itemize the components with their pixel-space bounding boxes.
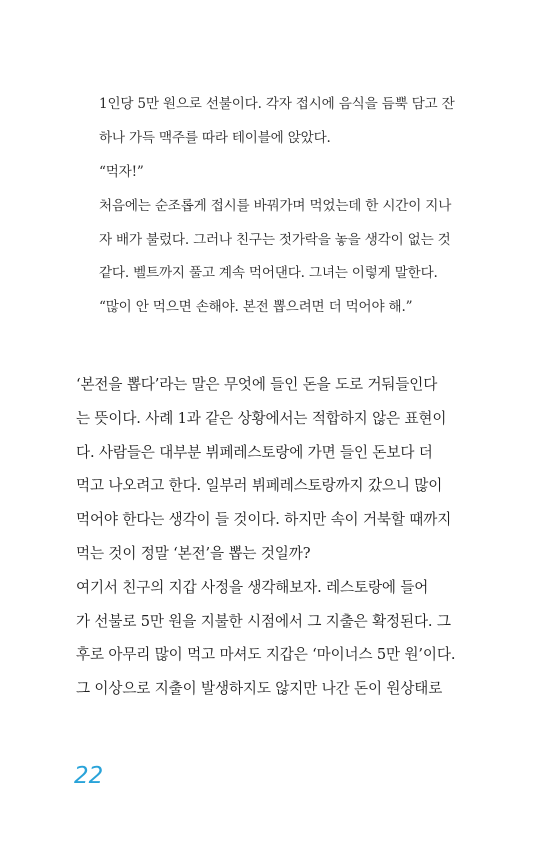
quote-line: 1인당 5만 원으로 선불이다. 각자 접시에 음식을 듬뿍 담고 잔 [99,96,455,112]
quote-line: 같다. 벨트까지 풀고 계속 먹어댄다. 그녀는 이렇게 말한다. [99,265,438,282]
body-text-block [76,368,476,706]
example-quote-block [99,88,479,325]
body-line: 다. 사람들은 대부분 뷔페레스토랑에 가면 들인 돈보다 더 [76,443,433,461]
quote-line: “많이 안 먹으면 손해야. 본전 뽑으려면 더 먹어야 해.” [99,299,413,316]
quote-line: 자 배가 불렀다. 그러나 친구는 젓가락을 놓을 생각이 없는 것 [99,231,451,248]
quote-line: 하나 가득 맥주를 따라 테이블에 앉았다. [99,129,331,146]
body-line: 후로 아무리 많이 먹고 마셔도 지갑은 ‘마이너스 5만 원’이다. [76,646,456,664]
quote-line: “먹자!” [99,163,144,180]
body-line: 그 이상으로 지출이 발생하지도 않지만 나간 돈이 원상태로 [76,680,443,698]
body-line: 먹어야 한다는 생각이 들 것이다. 하지만 속이 거북할 때까지 [76,511,452,529]
page-number: 22 [74,763,104,789]
body-line: 먹는 것이 정말 ‘본전’을 뽑는 것일까? [76,544,311,562]
body-line: 먹고 나오려고 한다. 일부러 뷔페레스토랑까지 갔으니 많이 [76,477,443,495]
body-line: 는 뜻이다. 사례 1과 같은 상황에서는 적합하지 않은 표현이 [76,409,447,427]
body-line: 가 선불로 5만 원을 지불한 시점에서 그 지출은 확정된다. 그 [76,612,451,630]
body-line: ‘본전을 뽑다’라는 말은 무엇에 들인 돈을 도로 거둬들인다 [76,376,438,393]
quote-line: 처음에는 순조롭게 접시를 바꿔가며 먹었는데 한 시간이 지나 [99,197,452,214]
body-line: 여기서 친구의 지갑 사정을 생각해보자. 레스토랑에 들어 [76,578,429,596]
